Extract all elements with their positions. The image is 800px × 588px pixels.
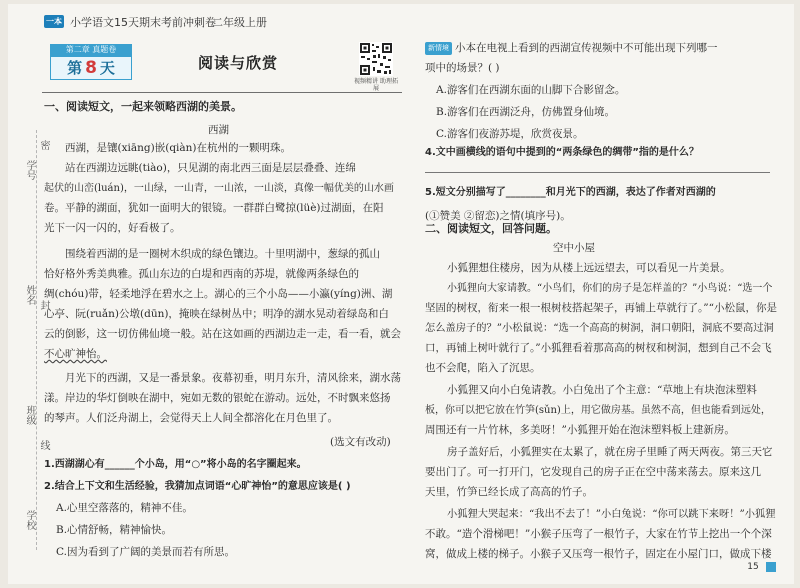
- source-note: (选文有改动): [330, 436, 391, 448]
- question-1: 1.西湖湖心有______个小岛，用“○”将小岛的名字圈起来。: [44, 459, 307, 470]
- passage-title: 西湖: [208, 124, 229, 136]
- passage-line: 围绕着西湖的是一圈树木织成的绿色镶边。十里明湖中，葱绿的孤山: [65, 248, 380, 260]
- seal-mark-2: 封: [38, 300, 49, 310]
- passage-line: 月光下的西湖，又是一番景象。夜幕初垂，明月东升，清风徐来，湖水荡: [65, 372, 401, 384]
- name-label: 姓名: [24, 285, 35, 305]
- student-id-label: 学号: [24, 160, 35, 180]
- story-line: 房子盖好后，小狐狸实在太累了，就在房子里睡了两天两夜。第三天它: [447, 446, 773, 458]
- story-line: 天里，竹笋已经长成了高高的竹子。: [425, 486, 593, 498]
- question-3-text: 小本在电视上看到的西湖宣传视频中不可能出现下列哪一: [455, 42, 718, 54]
- passage-line: 的琴声。人们泛舟湖上，会觉得天上人间全都溶化在月色里了。: [44, 412, 338, 424]
- story-line: 小狐狸想住楼房，因为从楼上远远望去，可以看见一片美景。: [447, 262, 731, 274]
- story-line: 要出门了。可一打开门，它发现自己的房子正在空中荡来荡去。原来这几: [425, 466, 761, 478]
- day-badge: [50, 44, 132, 80]
- story-line: 小狐狸大哭起来：“我出不去了！”小白兔说：“你可以跳下来呀！”小狐狸: [447, 508, 776, 520]
- page-number: 15: [747, 562, 759, 572]
- seal-mark-1: 密: [38, 140, 49, 150]
- question-3-cont: 项中的场景？( ): [425, 62, 500, 74]
- story-line: 窝，做成上楼的梯子。小猴子又压弯一根竹子，固定在小屋门口，做成下楼: [425, 548, 772, 560]
- passage-line: 恰好格外秀美典雅。孤山东边的白堤和西南的苏堤，就像两条绿色的: [44, 268, 359, 280]
- seal-mark-3: 线: [38, 440, 49, 450]
- day-number: 8: [85, 58, 97, 78]
- header-divider: [42, 92, 402, 93]
- badge-caption: 第二章 真题卷: [50, 44, 132, 56]
- option-b[interactable]: B.心情舒畅，精神愉快。: [56, 524, 173, 536]
- qr-caption: 视频精讲 助理拓展: [354, 78, 398, 92]
- answer-line[interactable]: [425, 172, 770, 173]
- story-line: 小狐狸向大家请教。“小鸟们，你们的房子是怎样盖的？”小鸟说：“选一个: [447, 283, 773, 294]
- passage-line: 起伏的山峦(luán)，一山绿，一山青，一山浓，一山淡，真像一幅优美的山水画: [44, 183, 394, 194]
- story-line: 小狐狸又向小白兔请教。小白兔出了个主意：“草地上有块泡沫塑料: [447, 384, 757, 396]
- passage-line: 心亭、阮(ruǎn)公墩(dūn)，掩映在绿树丛中；明净的湖水晃动着绿岛和白: [44, 308, 389, 320]
- question-2: 2.结合上下文和生活经验，我猜加点词语“心旷神怡”的意思应该是( ): [44, 481, 351, 492]
- story-line: 口，再铺上树叶就行了。”小狐狸看着那高高的树杈和树洞，想到自己不会飞: [425, 342, 772, 354]
- option-a[interactable]: A.心里空落落的，精神不佳。: [56, 502, 193, 514]
- passage-line: 光下一闪一闪的，好看极了。: [44, 222, 181, 234]
- new-context-tag: 新情境: [425, 42, 452, 55]
- option-a[interactable]: A.游客们在西湖东面的山脚下合影留念。: [436, 84, 626, 96]
- story-title: 空中小屋: [553, 242, 595, 254]
- day-suffix: 天: [99, 59, 115, 77]
- story-line: 不敢。“造个滑梯吧！”小猴子压弯了一根竹子，大家在竹节上挖出一个个深: [425, 528, 772, 540]
- page-number-marker: [766, 562, 776, 572]
- passage-line: 漾。岸边的华灯倒映在湖中，宛如无数的银蛇在游动。远处，不时飘来悠扬: [44, 392, 391, 404]
- day-label: [50, 56, 132, 80]
- story-line: 板，你可以把它放在竹笋(sǔn)上，用它做房基。虽然不高，但也能看到远处，: [425, 405, 771, 416]
- section-title: 阅读与欣赏: [198, 54, 279, 72]
- story-line: 怎么盖房子的？”小松鼠说：“选一个高高的树洞，洞口朝阳，洞底不要高过洞: [425, 322, 774, 334]
- story-line: 坚固的树杈，衔来一根一根树枝搭起架子，再铺上草就行了。”“小松鼠，你是: [425, 302, 777, 314]
- passage-line: 卷。平静的湖面，犹如一面明大的银镜。一群群白鹭掠(lüè)过湖面，在阳: [44, 202, 384, 214]
- story-line: 也不会爬，陷入了沉思。: [425, 362, 541, 374]
- book-title: 小学语文15天期末考前冲刺卷: [70, 16, 216, 29]
- question-3: [425, 42, 718, 55]
- story-line: 周围还有一片竹林，多美呀！”小狐狸开始在泡沫塑料板上建新房。: [425, 424, 735, 436]
- passage-line: 云的倒影，这一切仿佛仙境一般。站在这如画的西湖边走一走，看一看，就会: [44, 328, 401, 340]
- binding-line: [36, 130, 37, 550]
- day-prefix: 第: [67, 59, 83, 77]
- question-5-cont: (①赞美 ②留恋)之情(填序号)。: [425, 210, 571, 222]
- school-label: 学校: [24, 510, 35, 530]
- part2-heading: 二、阅读短文，回答问题。: [425, 222, 557, 235]
- option-c[interactable]: C.游客们夜游苏堤，欣赏夜景。: [436, 128, 584, 140]
- passage-line: 绸(chóu)带，轻柔地浮在碧水之上。湖心的三个小岛——小瀛(yíng)洲、湖: [44, 288, 393, 300]
- passage-line: 西湖，是镶(xiāng)嵌(qiàn)在杭州的一颗明珠。: [65, 142, 292, 154]
- part1-heading: 一、阅读短文，一起来领略西湖的美景。: [44, 100, 242, 113]
- passage-line: 不心旷神怡。: [44, 348, 107, 360]
- class-label: 班级: [24, 405, 35, 425]
- option-c[interactable]: C.因为看到了广阔的美景而若有所思。: [56, 546, 235, 558]
- publisher-logo: 一本: [46, 17, 62, 26]
- grade-label: 二年级上册: [212, 16, 267, 29]
- option-b[interactable]: B.游客们在西湖泛舟，仿佛置身仙境。: [436, 106, 616, 118]
- question-4: 4.文中画横线的语句中提到的“两条绿色的绸带”指的是什么？: [425, 147, 699, 158]
- qr-code-icon[interactable]: [359, 42, 393, 76]
- passage-line: 站在西湖边远眺(tiào)，只见湖的南北西三面是层层叠叠、连绵: [65, 162, 356, 174]
- question-5: 5.短文分别描写了________和月光下的西湖，表达了作者对西湖的: [425, 187, 716, 198]
